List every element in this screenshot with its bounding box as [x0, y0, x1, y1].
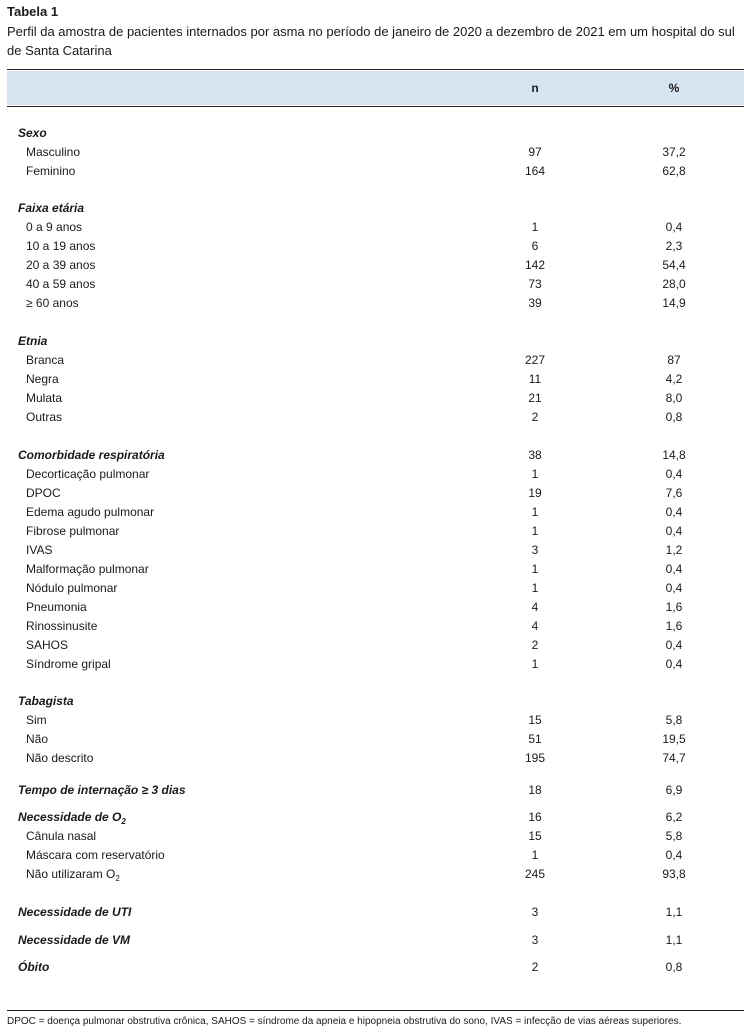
cell-percent: 0,4 — [665, 524, 683, 538]
row-label — [26, 848, 165, 862]
cell-percent: 0,4 — [665, 638, 683, 652]
label-text: Masculino — [26, 145, 81, 159]
label-text: Tabagista — [18, 694, 74, 708]
cell-n: 1 — [531, 581, 539, 595]
label-text: Negra — [26, 372, 59, 386]
cell-n: 245 — [524, 867, 546, 881]
row-label — [26, 486, 61, 500]
cell-percent: 1,2 — [665, 543, 683, 557]
row-label — [26, 353, 64, 367]
table-caption: Perfil da amostra de pacientes internados por asma no período de janeiro de 2020 a dezembro de 2021 em um hospital do sul de Santa Catarina — [7, 24, 735, 58]
cell-percent: 1,6 — [665, 619, 683, 633]
row-label — [26, 391, 62, 405]
table-row — [0, 864, 749, 883]
table-row — [0, 635, 749, 654]
column-header-percent: % — [668, 81, 680, 95]
cell-n: 6 — [531, 239, 539, 253]
cell-percent: 0,4 — [665, 848, 683, 862]
cell-percent: 19,5 — [662, 732, 686, 746]
cell-percent: 1,6 — [665, 600, 683, 614]
category-label — [18, 905, 131, 919]
label-text: Cânula nasal — [26, 829, 97, 843]
cell-percent: 0,4 — [665, 467, 683, 481]
category-label — [18, 933, 130, 947]
category-row — [0, 930, 749, 949]
cell-n: 11 — [528, 372, 542, 386]
cell-n: 51 — [528, 732, 542, 746]
table-row — [0, 826, 749, 845]
label-text: SAHOS — [26, 638, 69, 652]
cell-percent: 6,9 — [665, 783, 683, 797]
table-row — [0, 236, 749, 255]
label-text: Nódulo pulmonar — [26, 581, 118, 595]
row-label — [26, 505, 154, 519]
cell-n: 1 — [531, 220, 539, 234]
table-row — [0, 597, 749, 616]
cell-percent: 37,2 — [662, 145, 686, 159]
cell-n: 19 — [528, 486, 542, 500]
label-text: Sexo — [18, 126, 47, 140]
cell-n: 4 — [531, 600, 539, 614]
row-label — [26, 372, 59, 386]
label-text: Faixa etária — [18, 201, 85, 215]
cell-n: 3 — [531, 905, 539, 919]
label-subscript: 2 — [121, 817, 126, 826]
cell-percent: 7,6 — [665, 486, 683, 500]
label-text: 0 a 9 anos — [26, 220, 83, 234]
label-text: Sim — [26, 713, 47, 727]
label-subscript: 2 — [115, 874, 120, 883]
label-text: 10 a 19 anos — [26, 239, 96, 253]
cell-percent: 0,8 — [665, 410, 683, 424]
cell-n: 39 — [528, 296, 542, 310]
label-text: Necessidade de UTI — [18, 905, 132, 919]
cell-percent: 0,4 — [665, 657, 683, 671]
table-row — [0, 483, 749, 502]
category-row — [0, 807, 749, 826]
row-label — [26, 600, 87, 614]
category-row — [0, 691, 749, 710]
row-label — [26, 732, 48, 746]
category-label — [18, 334, 47, 348]
cell-n: 18 — [528, 783, 542, 797]
category-label — [18, 448, 165, 462]
row-label — [26, 220, 82, 234]
table-row — [0, 161, 749, 180]
label-text: Pneumonia — [26, 600, 87, 614]
label-text: IVAS — [26, 543, 53, 557]
cell-percent: 28,0 — [662, 277, 686, 291]
table-row — [0, 142, 749, 161]
cell-n: 3 — [531, 543, 539, 557]
cell-percent: 14,8 — [662, 448, 686, 462]
category-label — [18, 810, 126, 824]
cell-n: 16 — [528, 810, 542, 824]
cell-n: 4 — [531, 619, 539, 633]
label-text: Tempo de internação ≥ 3 dias — [18, 783, 186, 797]
cell-n: 1 — [531, 562, 539, 576]
table-row — [0, 845, 749, 864]
row-label — [26, 543, 52, 557]
table-row — [0, 521, 749, 540]
cell-percent: 0,8 — [665, 960, 683, 974]
cell-n: 3 — [531, 933, 539, 947]
cell-n: 97 — [528, 145, 542, 159]
label-text: Malformação pulmonar — [26, 562, 149, 576]
table-row — [0, 255, 749, 274]
cell-percent: 74,7 — [662, 751, 686, 765]
cell-percent: 6,2 — [665, 810, 683, 824]
column-header-n: n — [531, 81, 539, 95]
cell-n: 21 — [528, 391, 542, 405]
table-row — [0, 710, 749, 729]
row-label — [26, 258, 95, 272]
cell-n: 1 — [531, 848, 539, 862]
cell-percent: 1,1 — [665, 905, 683, 919]
label-text: Mulata — [26, 391, 63, 405]
row-label — [26, 277, 95, 291]
label-text: Necessidade de VM — [18, 933, 131, 947]
cell-percent: 4,2 — [665, 372, 683, 386]
cell-n: 38 — [528, 448, 542, 462]
row-label — [26, 562, 149, 576]
table-row — [0, 350, 749, 369]
cell-n: 164 — [524, 164, 546, 178]
label-text: Máscara com reservatório — [26, 848, 165, 862]
row-label — [26, 145, 80, 159]
cell-n: 2 — [531, 410, 539, 424]
table-row — [0, 369, 749, 388]
cell-percent: 0,4 — [665, 505, 683, 519]
category-label — [18, 694, 74, 708]
cell-percent: 5,8 — [665, 713, 683, 727]
table-title: Tabela 1 — [7, 4, 59, 19]
label-text: Decorticação pulmonar — [26, 467, 150, 481]
row-label — [26, 638, 68, 652]
label-text: Outras — [26, 410, 63, 424]
cell-percent: 54,4 — [662, 258, 686, 272]
row-label — [26, 751, 93, 765]
table-row — [0, 388, 749, 407]
cell-n: 1 — [531, 524, 539, 538]
label-text: Fibrose pulmonar — [26, 524, 120, 538]
label-text: Necessidade de O — [18, 810, 122, 824]
row-label — [26, 657, 111, 671]
label-text: Não utilizaram O — [26, 867, 116, 881]
row-label — [26, 239, 95, 253]
row-label — [26, 164, 75, 178]
table-row — [0, 293, 749, 312]
row-label — [26, 524, 119, 538]
cell-percent: 0,4 — [665, 562, 683, 576]
row-label — [26, 829, 96, 843]
label-text: Não — [26, 732, 49, 746]
table-row — [0, 578, 749, 597]
table-footnote: DPOC = doença pulmonar obstrutiva crônica, SAHOS = síndrome da apneia e hipopneia obstrutiva do sono, IVAS = infecção de vias aéreas superiores. — [7, 1016, 682, 1027]
table-row — [0, 217, 749, 236]
label-text: ≥ 60 anos — [26, 296, 79, 310]
cell-percent: 62,8 — [662, 164, 686, 178]
label-text: Comorbidade respiratória — [18, 448, 165, 462]
cell-n: 2 — [531, 638, 539, 652]
category-row — [0, 902, 749, 921]
category-row — [0, 331, 749, 350]
cell-n: 142 — [524, 258, 546, 272]
cell-percent: 93,8 — [662, 867, 686, 881]
category-label — [18, 783, 186, 797]
category-row — [0, 445, 749, 464]
label-text: Síndrome gripal — [26, 657, 111, 671]
cell-n: 15 — [528, 713, 542, 727]
table-row — [0, 654, 749, 673]
label-text: DPOC — [26, 486, 61, 500]
cell-n: 227 — [524, 353, 546, 367]
table-row — [0, 559, 749, 578]
table-row — [0, 464, 749, 483]
category-row — [0, 198, 749, 217]
category-label — [18, 201, 84, 215]
cell-percent: 2,3 — [665, 239, 683, 253]
table-row — [0, 729, 749, 748]
row-label — [26, 296, 79, 310]
label-text: Feminino — [26, 164, 76, 178]
category-row — [0, 957, 749, 976]
label-text: Não descrito — [26, 751, 94, 765]
label-text: Branca — [26, 353, 65, 367]
table-row — [0, 274, 749, 293]
cell-percent: 8,0 — [665, 391, 683, 405]
cell-n: 15 — [528, 829, 542, 843]
cell-n: 73 — [528, 277, 542, 291]
category-row — [0, 123, 749, 142]
cell-percent: 87 — [667, 353, 681, 367]
row-label — [26, 581, 117, 595]
cell-percent: 5,8 — [665, 829, 683, 843]
label-text: Rinossinusite — [26, 619, 98, 633]
row-label — [26, 467, 149, 481]
table-row — [0, 540, 749, 559]
cell-percent: 0,4 — [665, 220, 683, 234]
table-row — [0, 616, 749, 635]
row-label — [26, 619, 97, 633]
cell-n: 195 — [524, 751, 546, 765]
cell-n: 1 — [531, 505, 539, 519]
table-row — [0, 748, 749, 767]
cell-n: 1 — [531, 467, 539, 481]
label-text: Etnia — [18, 334, 48, 348]
cell-percent: 1,1 — [665, 933, 683, 947]
row-label — [26, 410, 62, 424]
category-label — [18, 126, 47, 140]
table-bottom-rule — [7, 1010, 744, 1011]
row-label — [26, 867, 120, 881]
label-text: 40 a 59 anos — [26, 277, 96, 291]
cell-n: 1 — [531, 657, 539, 671]
row-label — [26, 713, 47, 727]
category-label — [18, 960, 49, 974]
label-text: 20 a 39 anos — [26, 258, 96, 272]
table-row — [0, 502, 749, 521]
cell-percent: 0,4 — [665, 581, 683, 595]
cell-percent: 14,9 — [662, 296, 686, 310]
cell-n: 2 — [531, 960, 539, 974]
category-row — [0, 780, 749, 799]
table-row — [0, 407, 749, 426]
label-text: Óbito — [18, 960, 50, 974]
label-text: Edema agudo pulmonar — [26, 505, 155, 519]
